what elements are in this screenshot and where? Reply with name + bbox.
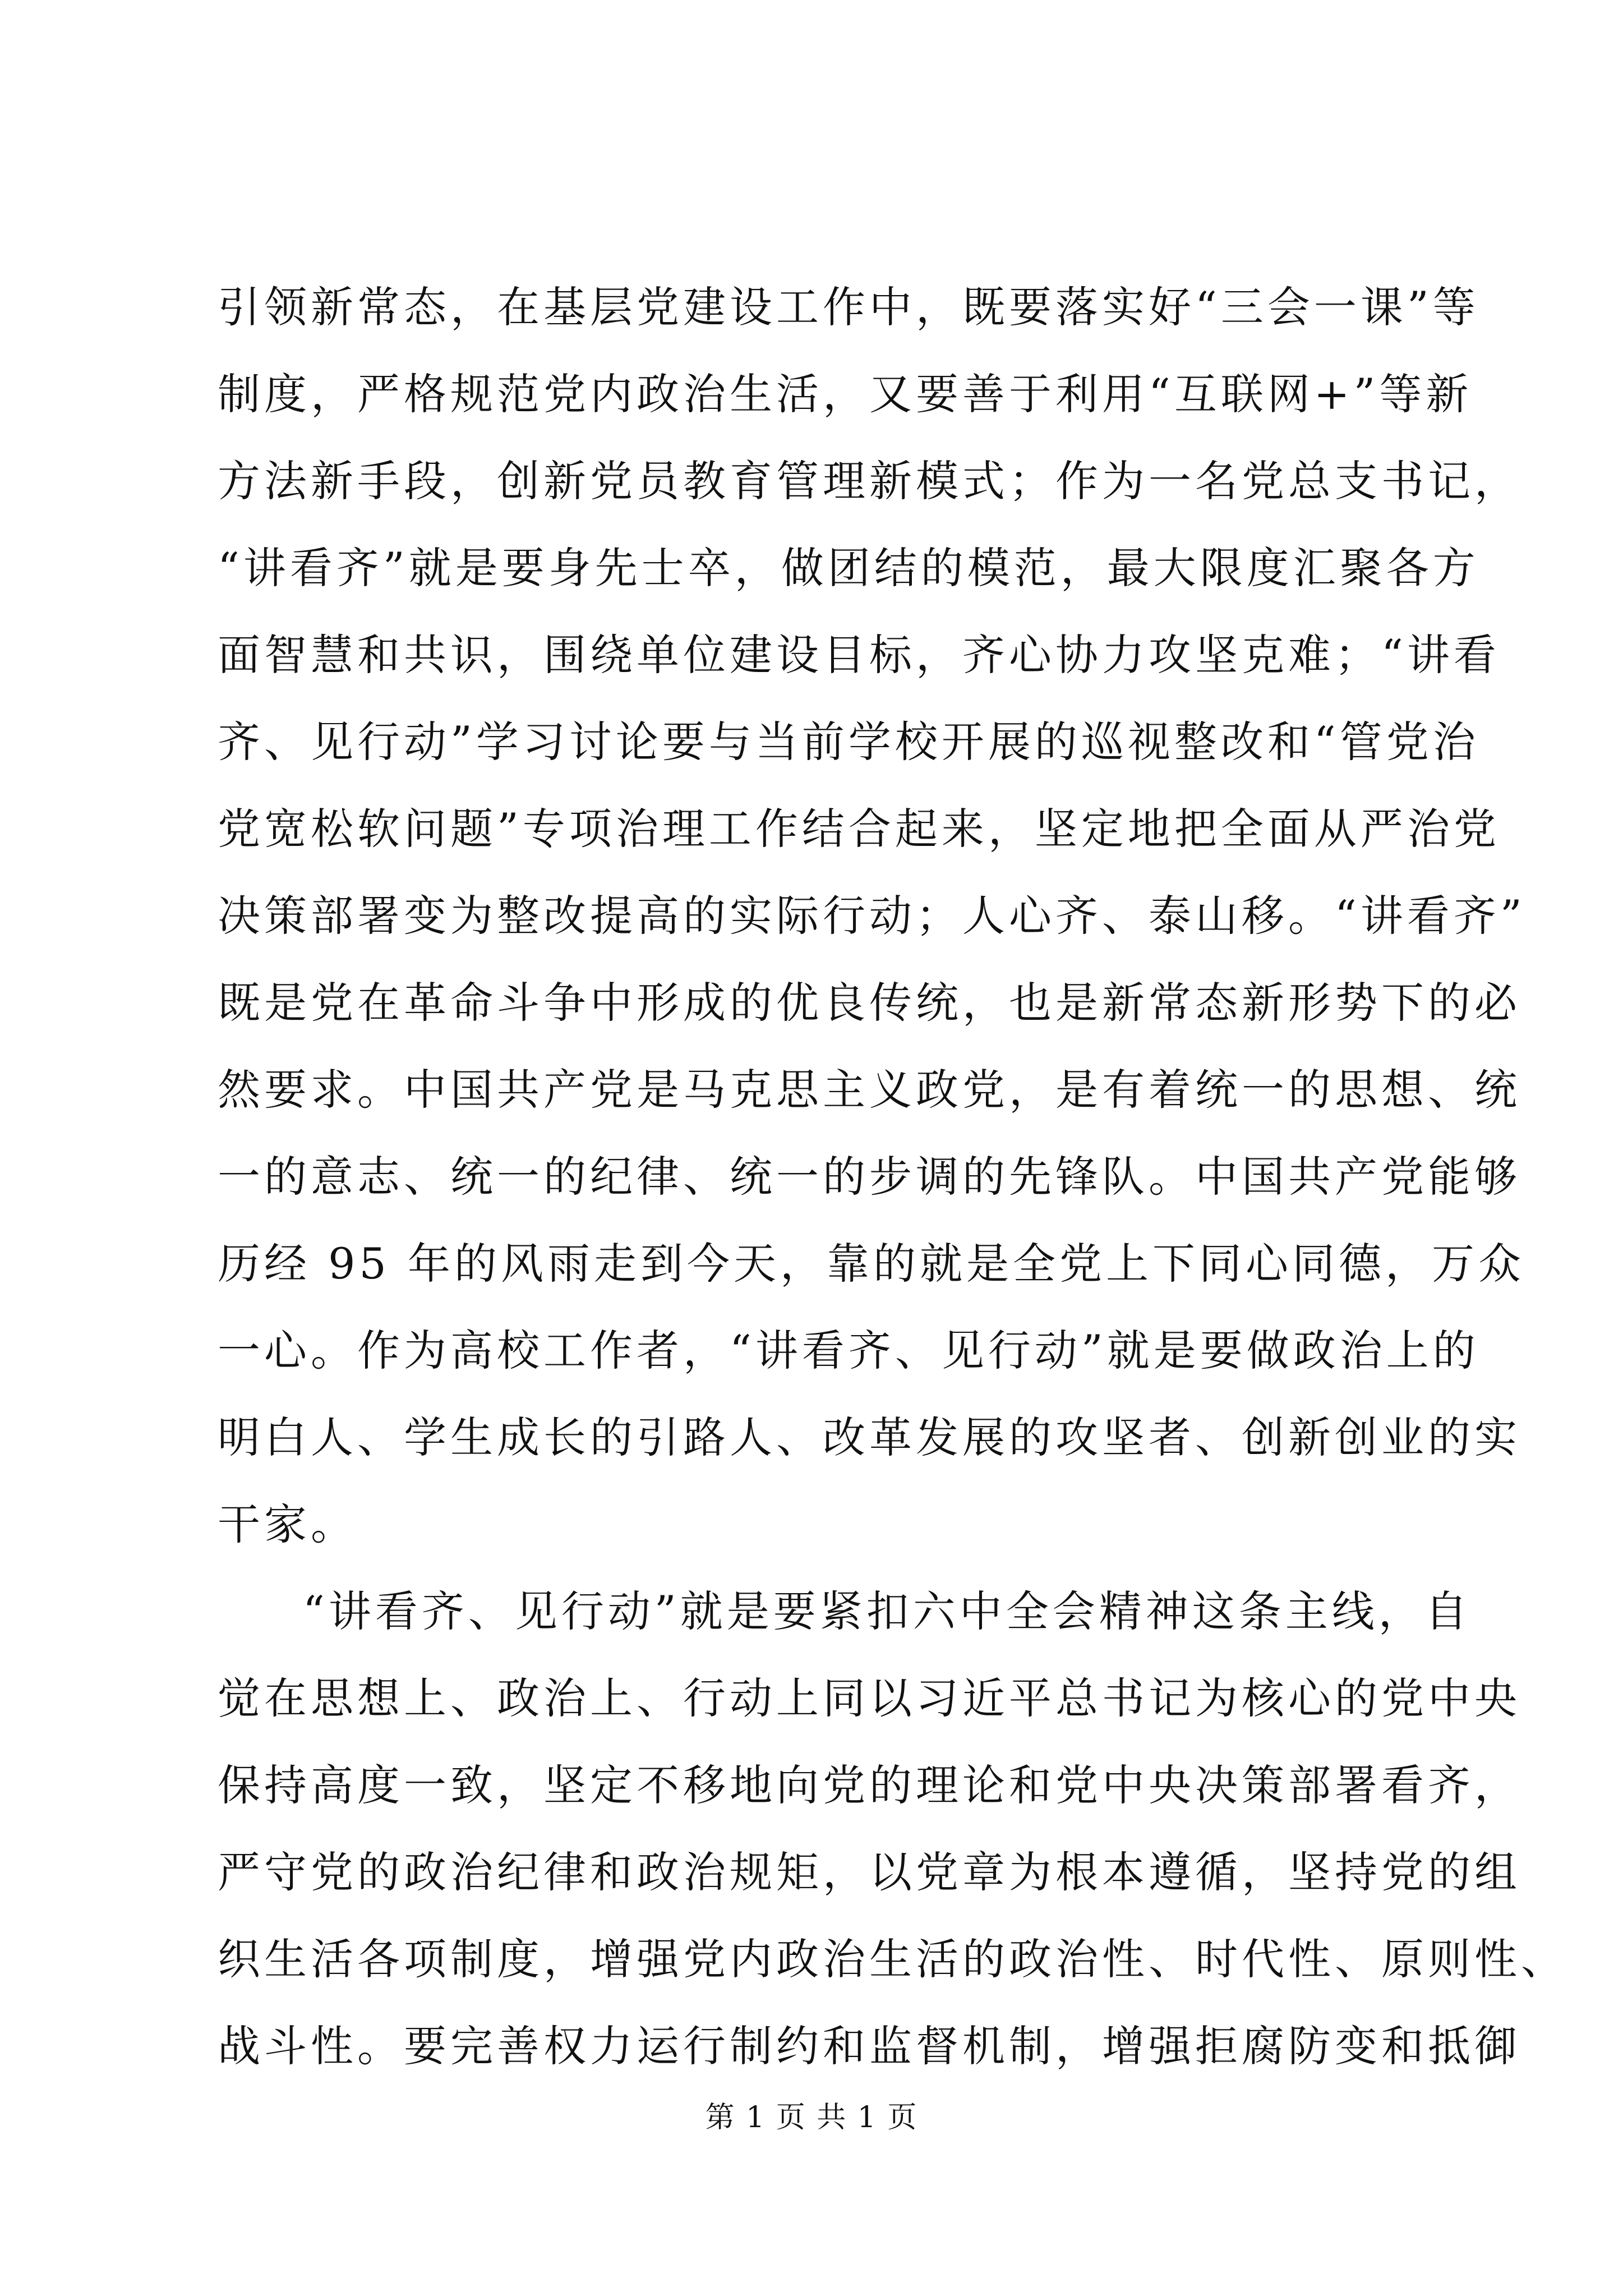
text-line: 齐、见行动”学习讨论要与当前学校开展的巡视整改和“管党治 [218,717,1479,767]
text-line: 引领新常态，在基层党建设工作中，既要落实好“三会一课”等 [218,282,1479,332]
text-line: 方法新手段，创新党员教育管理新模式；作为一名党总支书记， [218,456,1521,506]
text-line: 一的意志、统一的纪律、统一的步调的先锋队。中国共产党能够 [218,1152,1521,1202]
text-line: 一心。作为高校工作者，“讲看齐、见行动”就是要做政治上的 [218,1326,1479,1375]
text-line: 历经 95 年的风雨走到今天，靠的就是全党上下同心同德，万众 [218,1239,1525,1289]
text-line: 干家。 [218,1499,357,1549]
text-line: 既是党在革命斗争中形成的优良传统，也是新常态新形势下的必 [218,978,1521,1028]
text-line: 然要求。中国共产党是马克思主义政党，是有着统一的思想、统 [218,1065,1521,1115]
text-line: 决策部署变为整改提高的实际行动；人心齐、泰山移。“讲看齐” [218,891,1526,941]
text-line: 觉在思想上、政治上、行动上同以习近平总书记为核心的党中央 [218,1673,1521,1723]
text-line: 保持高度一致，坚定不移地向党的理论和党中央决策部署看齐， [218,1760,1521,1810]
text-line: 织生活各项制度，增强党内政治生活的政治性、时代性、原则性、 [218,1934,1567,1984]
text-line: 严守党的政治纪律和政治规矩，以党章为根本遵循，坚持党的组 [218,1847,1521,1897]
page-footer [0,2098,1623,2137]
document-body [218,264,1567,2090]
text-line: 明白人、学生成长的引路人、改革发展的攻坚者、创新创业的实 [218,1412,1521,1462]
text-line: “讲看齐、见行动”就是要紧扣六中全会精神这条主线，自 [303,1586,1472,1636]
text-line: 党宽松软问题”专项治理工作结合起来，坚定地把全面从严治党 [218,804,1500,854]
text-line: 战斗性。要完善权力运行制约和监督机制，增强拒腐防变和抵御 [218,2021,1521,2071]
text-line: 制度，严格规范党内政治生活，又要善于利用“互联网+”等新 [218,369,1473,419]
text-line: 面智慧和共识，围绕单位建设目标，齐心协力攻坚克难；“讲看 [218,630,1500,680]
text-line: “讲看齐”就是要身先士卒，做团结的模范，最大限度汇聚各方 [218,543,1479,593]
page-number-label: 第 1 页 共 1 页 [705,2101,918,2134]
